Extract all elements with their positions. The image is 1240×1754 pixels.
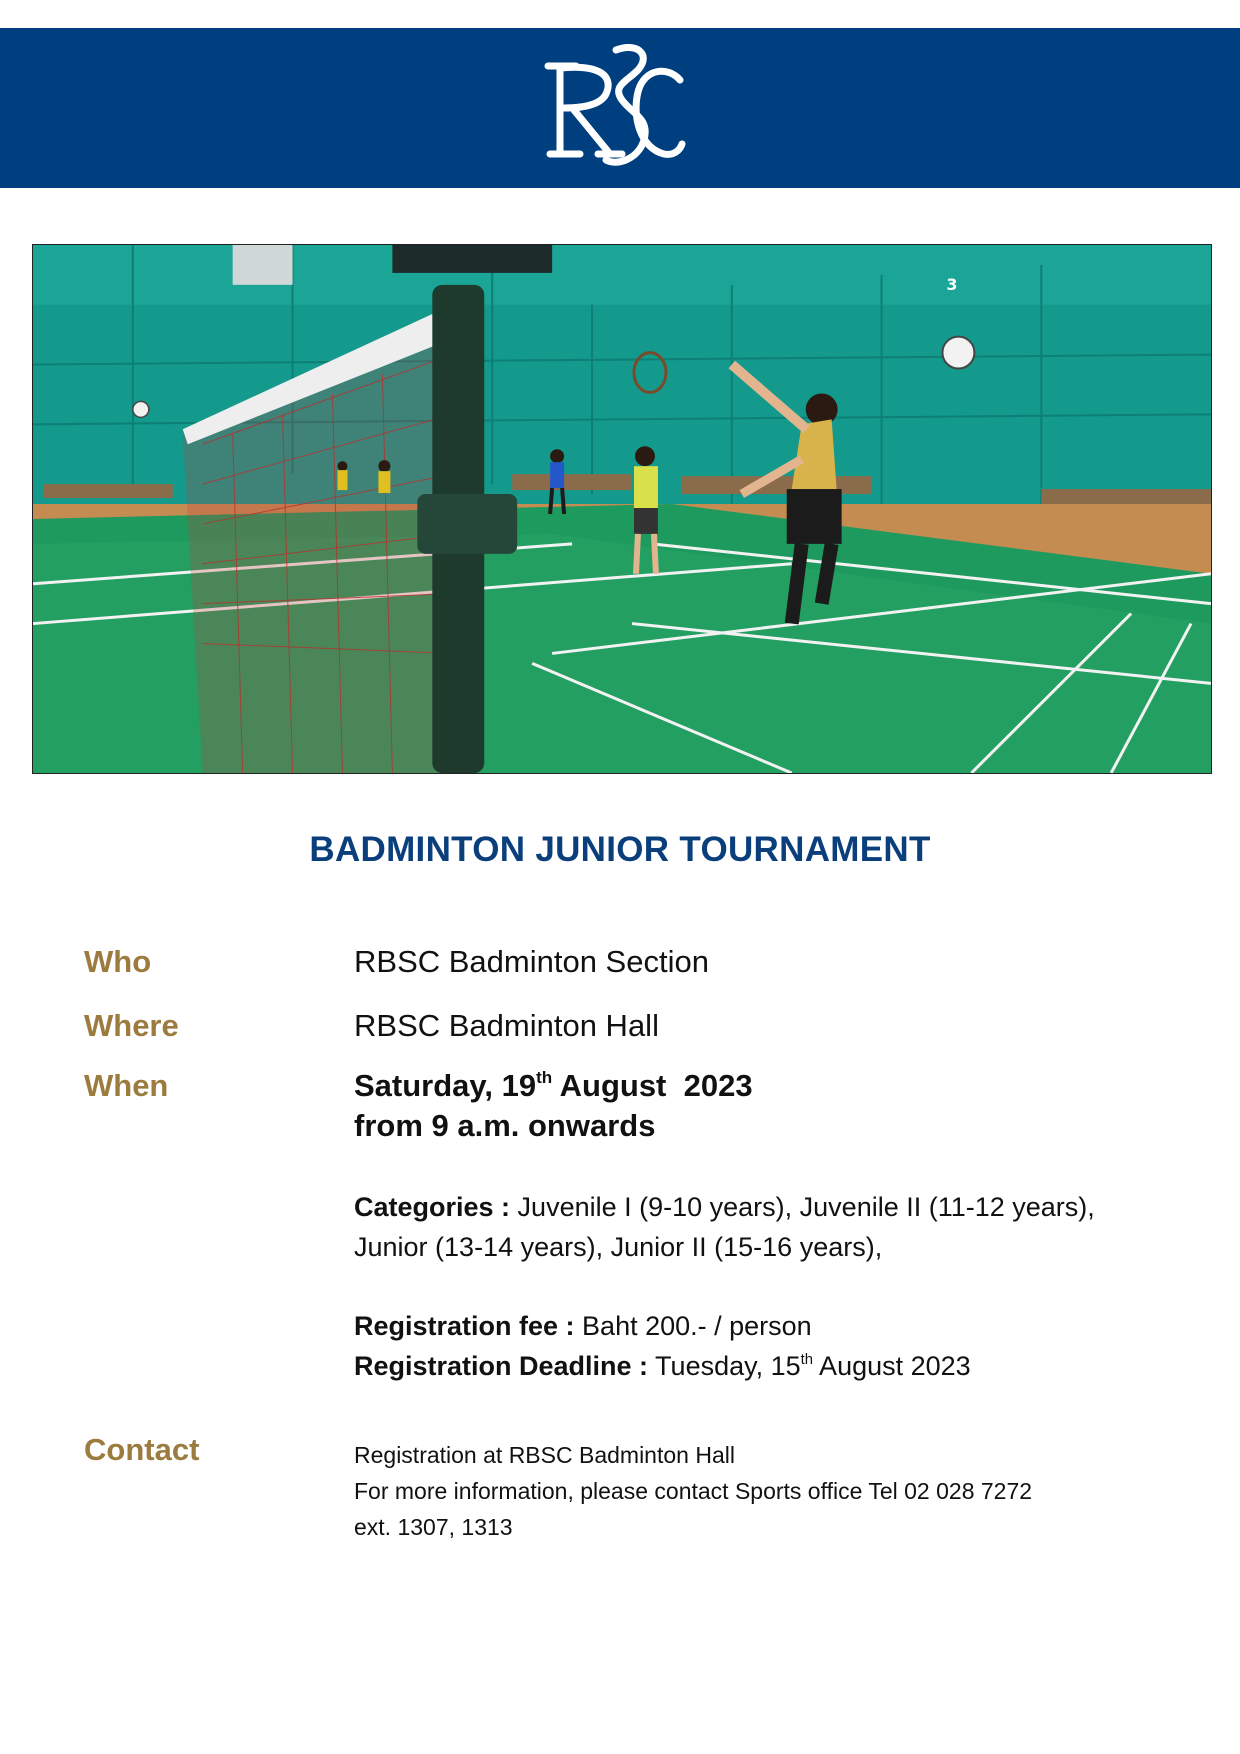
who-label: Who bbox=[84, 944, 152, 979]
where-value: RBSC Badminton Hall bbox=[354, 1008, 659, 1043]
contact-line-1: Registration at RBSC Badminton Hall bbox=[354, 1442, 735, 1468]
where-label: Where bbox=[84, 1008, 179, 1043]
categories-line-2: Junior (13-14 years), Junior II (15-16 years), bbox=[354, 1232, 883, 1262]
when-date bbox=[354, 1068, 753, 1104]
contact-label: Contact bbox=[84, 1432, 200, 1467]
registration-deadline-suffix: August 2023 bbox=[813, 1351, 971, 1381]
registration-fee-label: Registration fee : bbox=[354, 1311, 575, 1341]
rbsc-logo bbox=[540, 36, 700, 181]
registration-block bbox=[354, 1306, 1174, 1386]
registration-fee-value: Baht 200.- / person bbox=[574, 1311, 812, 1341]
categories-block bbox=[354, 1187, 1174, 1267]
categories-label: Categories : bbox=[354, 1192, 511, 1222]
when-label: When bbox=[84, 1068, 169, 1103]
when-time: from 9 a.m. onwards bbox=[354, 1108, 656, 1143]
registration-deadline-line bbox=[354, 1346, 1174, 1386]
registration-deadline-prefix: Tuesday, 15 bbox=[648, 1351, 801, 1381]
who-value: RBSC Badminton Section bbox=[354, 944, 709, 979]
svg-text:3: 3 bbox=[946, 274, 958, 294]
registration-fee-line bbox=[354, 1306, 1174, 1346]
page-title: BADMINTON JUNIOR TOURNAMENT bbox=[309, 830, 931, 869]
contact-line-2: For more information, please contact Sports office Tel 02 028 7272 bbox=[354, 1478, 1033, 1504]
contact-line-3: ext. 1307, 1313 bbox=[354, 1514, 513, 1540]
categories-line-1 bbox=[354, 1187, 1174, 1227]
badminton-photo bbox=[32, 244, 1212, 774]
badminton-hall-image bbox=[33, 245, 1211, 773]
when-date-sup: th bbox=[536, 1068, 553, 1088]
contact-block bbox=[354, 1437, 1174, 1545]
when-date-suffix: August 2023 bbox=[552, 1068, 753, 1103]
registration-deadline-sup: th bbox=[800, 1351, 814, 1368]
categories-line1-text: Juvenile I (9-10 years), Juvenile II (11-12 years), bbox=[510, 1192, 1095, 1222]
when-date-prefix: Saturday, 19 bbox=[354, 1068, 537, 1103]
registration-deadline-label: Registration Deadline : bbox=[354, 1351, 649, 1381]
